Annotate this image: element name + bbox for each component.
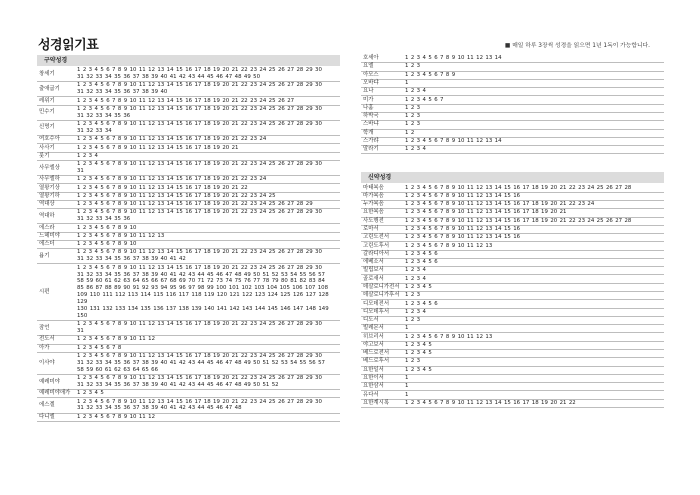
chapter-line: 1 2 3 [405,358,421,365]
book-row [37,97,340,105]
chapter-numbers [405,400,664,407]
chapter-line: 1 2 3 4 5 6 7 8 9 10 11 12 13 14 [405,138,502,144]
book-row [361,121,664,129]
book-row [361,342,664,350]
book-name: 레위기 [39,97,55,104]
book-row [361,400,664,408]
book-row [361,234,664,242]
chapter-line: 1 2 3 [405,113,421,120]
book-name: 느헤미야 [39,232,60,239]
book-row [361,226,664,234]
book-row [361,251,664,259]
book-row [361,275,664,283]
chapter-numbers [405,358,664,365]
chapter-line: 1 2 3 4 5 6 [405,250,438,257]
chapter-numbers [405,325,664,332]
book-name: 베드로후서 [363,358,390,365]
book-row [37,209,340,224]
chapter-numbers [405,72,664,79]
book-name: 전도서 [39,336,55,343]
chapter-numbers [405,184,664,191]
chapter-numbers [77,345,340,352]
book-name: 야고보서 [363,341,384,348]
chapter-line: 1 2 3 4 5 6 7 8 9 10 [77,241,137,248]
book-row [361,267,664,275]
book-row [37,153,340,161]
section-gap [361,154,664,172]
reading-note: ■ 매일 하루 3장씩 성경을 읽으면 1년 1독이 가능합니다. [504,43,650,49]
chapter-line: 1 [405,80,409,87]
old-testament-list [37,67,340,422]
book-name: 에스겔 [39,401,55,408]
book-row [37,121,340,136]
chapter-numbers [405,121,664,128]
chapter-line: 1 2 3 [405,121,421,128]
chapter-numbers [405,96,664,103]
book-row [37,161,340,176]
chapter-numbers [77,153,340,160]
chapter-numbers [405,267,664,274]
book-row [37,224,340,232]
chapter-line: 1 [405,391,409,398]
book-row [37,233,340,241]
book-name: 다니엘 [39,413,55,420]
book-name: 로마서 [363,225,379,232]
chapter-line: 31 32 33 34 35 36 37 38 39 40 41 42 43 44 45 46 47 48 [77,405,242,412]
new-testament-header: 신약성경 [361,172,664,183]
chapter-line: 1 2 3 [405,104,421,111]
chapter-numbers [405,292,664,299]
chapter-numbers [77,136,340,143]
book-row [37,241,340,249]
book-row [37,336,340,344]
chapter-line: 31 32 33 34 35 36 37 38 39 40 41 42 [77,256,186,263]
chapter-numbers [77,161,340,175]
chapter-line: 31 [77,328,84,335]
chapter-line: 1 2 3 4 5 6 7 8 9 10 11 12 13 14 15 16 17 18 19 20 21 22 23 24 25 26 27 28 29 30 [77,67,322,74]
chapter-line: 31 32 33 34 35 36 37 38 39 40 41 42 43 44 45 46 47 48 49 50 51 52 53 54 55 56 57 [77,359,325,366]
book-row [361,201,664,209]
chapter-numbers [405,201,664,208]
chapter-line: 1 2 3 4 5 6 7 8 9 10 11 12 13 14 15 16 17 18 19 20 21 22 23 24 25 26 27 28 [405,217,632,224]
chapter-numbers [405,226,664,233]
book-name: 오바댜 [363,80,379,87]
book-row [361,317,664,325]
book-name: 열왕기하 [39,192,60,199]
chapter-line: 1 2 3 4 5 6 [405,259,438,266]
chapter-numbers [405,209,664,216]
chapter-numbers [405,309,664,316]
book-name: 에스라 [39,224,55,231]
chapter-numbers [405,113,664,120]
chapter-numbers [405,242,664,249]
book-name: 갈라디아서 [363,250,390,257]
chapter-line: 1 2 3 4 5 6 7 8 [77,344,122,351]
book-row [361,292,664,300]
book-name: 누가복음 [363,201,384,208]
book-name: 사무엘상 [39,164,60,171]
chapter-numbers [405,375,664,382]
chapter-numbers [77,97,340,104]
chapter-line: 1 2 3 4 5 [405,350,432,357]
chapter-line: 1 2 3 4 5 6 7 8 9 10 11 12 13 14 15 16 17 18 19 20 21 22 23 24 [77,136,267,143]
chapter-line: 1 2 3 4 5 6 7 8 9 10 11 12 13 14 15 16 17 18 19 20 21 22 23 24 25 26 27 28 29 30 [77,209,322,216]
book-name: 에스더 [39,241,55,248]
book-row [361,138,664,146]
chapter-line: 1 2 3 4 5 [405,283,432,290]
chapter-line: 1 2 3 4 5 6 7 8 9 10 11 12 13 14 [405,55,502,62]
book-row [361,350,664,358]
book-name: 히브리서 [363,333,384,340]
chapter-line: 31 32 33 34 35 36 37 38 39 40 41 42 43 44 45 46 47 48 49 50 51 52 [77,381,279,388]
book-row [37,414,340,422]
book-name: 창세기 [39,70,55,77]
new-testament-list [361,184,664,408]
chapter-numbers [77,144,340,151]
chapter-numbers [77,224,340,231]
book-name: 베드로전서 [363,350,390,357]
old-testament-cont-list [361,55,664,154]
chapter-numbers [77,264,340,320]
book-row [361,209,664,217]
chapter-line: 1 [405,325,409,332]
chapter-line: 1 2 3 4 5 6 7 8 9 10 11 12 13 [405,242,493,249]
chapter-numbers [77,390,340,397]
chapter-line: 1 2 3 4 5 6 7 8 9 10 11 12 13 [77,232,165,239]
chapter-numbers [77,184,340,191]
chapter-numbers [77,121,340,135]
chapter-line: 1 2 3 4 5 6 7 8 9 10 11 12 13 14 15 16 17 18 19 20 21 22 [405,399,576,406]
book-row [361,55,664,63]
chapter-numbers [405,342,664,349]
chapter-line: 1 2 3 4 5 [405,341,432,348]
book-row [361,367,664,375]
book-row [37,184,340,192]
book-name: 사사기 [39,144,55,151]
book-row [361,80,664,88]
book-name: 신명기 [39,124,55,131]
book-name: 요한일서 [363,366,384,373]
chapter-numbers [77,336,340,343]
chapter-line: 1 2 3 4 [405,267,426,274]
book-name: 하박국 [363,113,379,120]
book-name: 잠언 [39,324,50,331]
book-name: 요한이서 [363,375,384,382]
chapter-line: 31 32 33 34 35 36 [77,112,131,119]
book-name: 데살로니가후서 [363,292,400,299]
book-row [361,383,664,391]
book-name: 요엘 [363,63,374,70]
book-row [37,193,340,201]
book-name: 스가랴 [363,138,379,144]
book-name: 유다서 [363,391,379,398]
chapter-line: 31 32 33 34 [77,127,112,134]
book-row [361,184,664,192]
book-row [37,249,340,264]
page-title: 성경읽기표 [38,38,99,53]
book-row [37,353,340,375]
chapter-line: 1 2 3 4 5 6 7 8 9 10 11 12 [77,336,155,343]
chapter-line: 1 2 3 4 5 6 7 8 9 10 11 12 13 14 15 16 17 18 19 20 21 22 23 24 25 [77,192,276,199]
book-name: 마가복음 [363,192,384,199]
chapter-numbers [77,249,340,263]
book-row [361,242,664,250]
book-name: 미가 [363,96,374,103]
book-name: 아가 [39,344,50,351]
book-name: 에베소서 [363,259,384,266]
chapter-numbers [77,398,340,412]
book-name: 예레미야애가 [39,390,71,397]
book-name: 고린도전서 [363,234,390,241]
book-name: 데살로니가전서 [363,283,400,290]
chapter-numbers [77,233,340,240]
book-row [37,176,340,184]
chapter-line: 1 2 3 4 5 6 7 [405,96,444,103]
book-row [361,309,664,317]
chapter-line: 1 [405,375,409,382]
chapter-line: 1 2 3 4 5 6 7 8 9 10 11 12 13 14 15 16 17 18 19 20 21 22 23 24 25 26 27 28 29 30 [77,82,322,89]
chapter-line: 1 2 3 4 5 6 7 8 9 10 11 12 13 14 15 16 17 18 19 20 21 22 23 24 25 26 27 28 29 30 [77,121,322,128]
book-name: 디모데전서 [363,300,390,307]
chapter-numbers [405,80,664,87]
book-row [361,193,664,201]
book-name: 이사야 [39,359,55,366]
chapter-line: 31 [77,167,84,174]
book-row [361,218,664,226]
chapter-line: 1 2 3 4 5 6 7 8 9 10 11 12 13 14 15 16 17 18 19 20 21 22 23 24 25 26 27 28 29 30 [77,352,322,359]
book-name: 요한계시록 [363,399,390,406]
book-row [361,113,664,121]
chapter-line: 31 32 33 34 35 36 37 38 39 40 41 42 43 44 45 46 47 48 49 50 [77,74,261,81]
chapter-numbers [405,146,664,153]
chapter-numbers [77,321,340,335]
chapter-line: 1 [405,383,409,390]
chapter-line: 1 2 3 4 5 6 7 8 9 10 11 12 13 14 15 16 [405,192,521,199]
book-row [37,144,340,152]
chapter-numbers [77,353,340,374]
book-row [37,375,340,390]
chapter-numbers [405,55,664,62]
chapter-numbers [77,209,340,223]
chapter-line: 58 59 60 61 62 63 64 65 66 67 68 69 70 71 72 73 74 75 76 77 78 79 80 81 82 83 84 [77,278,325,285]
book-name: 호세아 [363,55,379,62]
chapter-numbers [405,88,664,95]
chapter-numbers [405,259,664,266]
chapter-line: 1 2 3 4 5 6 7 8 9 10 11 12 13 14 15 16 [405,234,521,241]
chapter-line: 85 86 87 88 89 90 91 92 93 94 95 96 97 98 99 100 101 102 103 104 105 106 107 108 [77,285,329,292]
book-name: 사도행전 [363,217,384,224]
chapter-line: 1 2 3 4 5 6 7 8 9 10 11 12 13 14 15 16 17 18 19 20 21 22 23 24 25 26 27 28 29 30 [77,375,322,382]
book-name: 골로새서 [363,275,384,282]
chapter-line: 1 2 3 4 [405,308,426,315]
book-row [37,201,340,209]
book-name: 고린도후서 [363,242,390,249]
book-row [361,259,664,267]
chapter-line: 1 2 3 4 5 6 [405,300,438,307]
book-name: 사무엘하 [39,176,60,183]
chapter-numbers [77,201,340,208]
book-row [37,136,340,144]
chapter-numbers [405,105,664,112]
chapter-line: 1 2 [405,129,415,136]
book-name: 말라기 [363,146,379,153]
book-name: 요나 [363,88,374,95]
book-name: 출애굽기 [39,85,60,92]
chapter-line: 1 2 3 4 5 6 7 8 9 10 11 12 13 [405,333,493,340]
chapter-line: 130 131 132 133 134 135 136 137 138 139 140 141 142 143 144 145 146 147 148 149 150 [77,306,332,319]
chapter-numbers [405,383,664,390]
book-name: 학개 [363,129,374,136]
book-row [361,130,664,138]
book-name: 빌립보서 [363,267,384,274]
chapter-line: 31 32 33 34 35 36 37 38 39 40 41 42 43 44 45 46 47 48 49 50 51 52 53 54 55 56 57 [77,271,325,278]
chapter-numbers [77,67,340,81]
right-column [361,55,664,408]
chapter-line: 31 32 33 34 35 36 [77,216,131,223]
left-column [37,55,340,422]
chapter-numbers [405,138,664,145]
chapter-numbers [405,284,664,291]
chapter-line: 58 59 60 61 62 63 64 65 66 [77,366,159,373]
chapter-line: 1 2 3 4 5 [405,366,432,373]
book-row [37,264,340,321]
chapter-line: 1 2 3 4 5 6 7 8 9 10 11 12 13 14 15 16 17 18 19 20 21 22 23 24 25 26 27 28 [405,184,632,191]
book-row [361,146,664,154]
chapter-line: 1 2 3 4 5 6 7 8 9 10 [77,224,137,231]
chapter-line: 1 2 3 [405,292,421,299]
chapter-numbers [405,251,664,258]
chapter-numbers [405,275,664,282]
book-row [361,96,664,104]
chapter-numbers [77,241,340,248]
chapter-line: 1 2 3 4 5 6 7 8 9 10 11 12 13 14 15 16 17 18 19 20 21 22 23 24 25 26 27 28 29 [77,201,313,208]
chapter-numbers [77,106,340,120]
chapter-line: 1 2 3 4 5 6 7 8 9 10 11 12 13 14 15 16 17 18 19 20 21 22 23 24 25 26 27 28 29 30 [77,249,322,256]
book-name: 욥기 [39,252,50,259]
chapter-line: 1 2 3 4 [405,275,426,282]
chapter-numbers [405,317,664,324]
book-row [37,67,340,82]
chapter-numbers [405,300,664,307]
chapter-numbers [77,82,340,96]
chapter-line: 1 2 3 [405,317,421,324]
book-name: 요한복음 [363,209,384,216]
chapter-line: 31 32 33 34 35 36 37 38 39 40 [77,89,168,96]
chapter-line: 1 2 3 4 5 6 7 8 9 10 11 12 13 14 15 16 17 18 19 20 21 22 23 24 25 26 27 28 29 30 [77,105,322,112]
book-name: 디모데후서 [363,308,390,315]
chapter-numbers [405,130,664,137]
chapter-line: 109 110 111 112 113 114 115 116 117 118 119 120 121 122 123 124 125 126 127 128 129 [77,292,332,306]
chapter-numbers [405,350,664,357]
chapter-line: 1 2 3 4 5 6 7 8 9 10 11 12 13 14 15 16 17 18 19 20 21 22 23 24 [77,176,267,183]
book-name: 아모스 [363,71,379,78]
chapter-line: 1 2 3 4 5 6 7 8 9 10 11 12 13 14 15 16 17 18 19 20 21 [77,144,239,151]
chapter-line: 1 2 3 4 5 6 7 8 9 10 11 12 13 14 15 16 17 18 19 20 21 22 23 24 25 26 27 28 29 30 [77,321,322,328]
chapter-line: 1 2 3 4 5 6 7 8 9 10 11 12 13 14 15 16 17 18 19 20 21 22 [77,184,248,191]
chapter-line: 1 2 3 4 5 6 7 8 9 10 11 12 13 14 15 16 17 18 19 20 21 22 23 24 [405,201,595,208]
book-row [37,106,340,121]
chapter-line: 1 2 3 4 5 6 7 8 9 10 11 12 13 14 15 16 17 18 19 20 21 22 23 24 25 26 27 28 29 30 [77,264,322,271]
old-testament-header: 구약성경 [37,55,340,66]
chapter-line: 1 2 3 4 5 [77,390,104,397]
book-name: 빌레몬서 [363,325,384,332]
chapter-numbers [77,414,340,421]
chapter-numbers [77,193,340,200]
book-name: 여호수아 [39,136,60,143]
book-row [37,82,340,97]
chapter-line: 1 2 3 4 5 6 7 8 9 10 11 12 13 14 15 16 17 18 19 20 21 22 23 24 25 26 27 [77,97,295,104]
book-row [37,398,340,413]
book-name: 예레미야 [39,378,60,385]
book-row [361,375,664,383]
chapter-line: 1 2 3 4 5 6 7 8 9 10 11 12 13 14 15 16 [405,225,521,232]
book-name: 민수기 [39,109,55,116]
book-row [361,358,664,366]
chapter-numbers [77,176,340,183]
chapter-numbers [405,63,664,70]
book-name: 역대하 [39,212,55,219]
book-name: 스바냐 [363,121,379,128]
book-name: 요한삼서 [363,383,384,390]
chapter-numbers [405,234,664,241]
book-row [361,63,664,71]
chapter-numbers [405,333,664,340]
book-name: 룻기 [39,152,50,159]
chapter-numbers [405,193,664,200]
book-row [361,284,664,292]
chapter-line: 1 2 3 [405,63,421,70]
book-row [37,345,340,353]
book-row [361,325,664,333]
chapter-numbers [405,218,664,225]
book-row [37,390,340,398]
chapter-line: 1 2 3 4 5 6 7 8 9 10 11 12 13 14 15 16 17 18 19 20 21 [405,209,567,216]
chapter-numbers [405,391,664,398]
book-name: 디도서 [363,317,379,324]
book-row [361,88,664,96]
book-name: 열왕기상 [39,184,60,191]
chapter-line: 1 2 3 4 5 6 7 8 9 10 11 12 13 14 15 16 17 18 19 20 21 22 23 24 25 26 27 28 29 30 [77,161,322,168]
book-row [361,333,664,341]
chapter-line: 1 2 3 4 [405,146,426,153]
book-name: 시편 [39,288,50,295]
book-row [361,300,664,308]
chapter-line: 1 2 3 4 [405,88,426,95]
book-name: 역대상 [39,201,55,208]
book-row [361,391,664,399]
book-row [361,72,664,80]
book-name: 나훔 [363,104,374,111]
chapter-line: 1 2 3 4 5 6 7 8 9 10 11 12 [77,413,155,420]
chapter-line: 1 2 3 4 5 6 7 8 9 [405,71,456,78]
book-row [37,321,340,336]
chapter-line: 1 2 3 4 5 6 7 8 9 10 11 12 13 14 15 16 17 18 19 20 21 22 23 24 25 26 27 28 29 30 [77,398,322,405]
chapter-line: 1 2 3 4 [77,152,98,159]
chapter-numbers [405,367,664,374]
book-row [361,105,664,113]
book-name: 마태복음 [363,184,384,191]
chapter-numbers [77,375,340,389]
